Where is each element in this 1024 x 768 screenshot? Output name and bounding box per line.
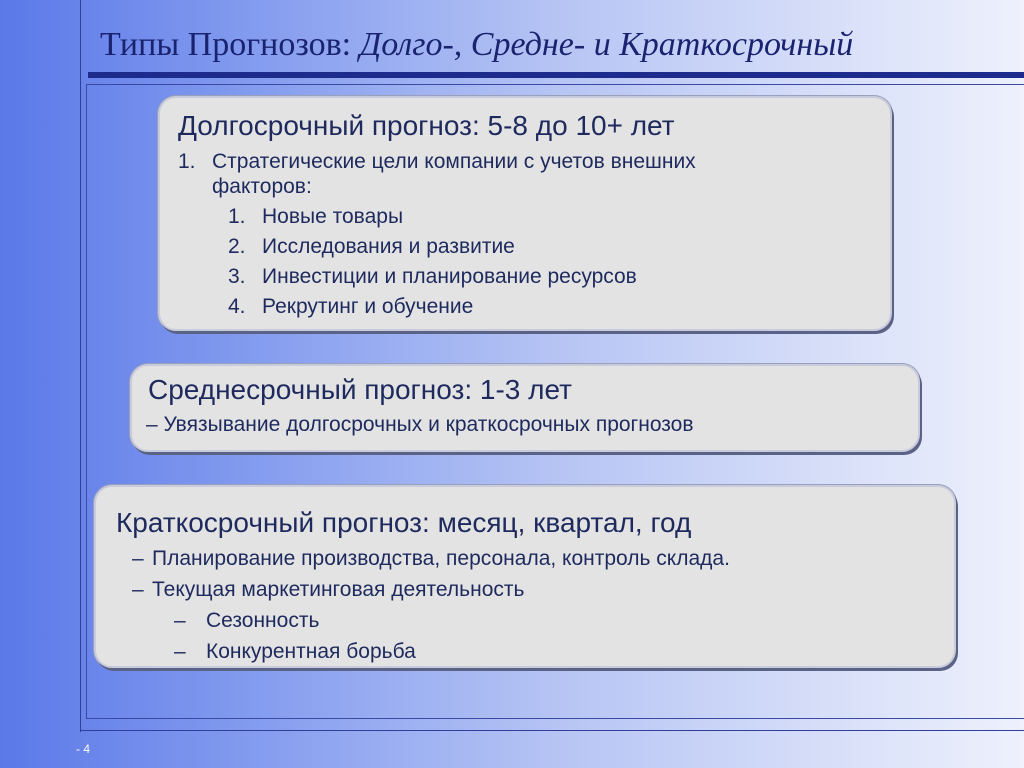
list-marker: 1. (178, 150, 196, 173)
list-marker: – (132, 547, 144, 570)
list-marker: 4. (228, 295, 246, 318)
long-term-item-1 (178, 150, 696, 174)
list-item (228, 265, 637, 289)
mid-term-box (130, 364, 920, 452)
list-item (132, 547, 730, 571)
list-marker: 3. (228, 265, 246, 288)
list-marker: 1. (228, 205, 246, 228)
list-marker: – (174, 640, 186, 663)
short-term-box (94, 485, 956, 668)
title-italic: Долго-, Средне- и Краткосрочный (359, 26, 854, 63)
title-underline (88, 72, 1024, 78)
item-text: Инвестиции и планирование ресурсов (262, 265, 637, 288)
list-item (228, 235, 515, 259)
list-item (228, 295, 473, 319)
list-item (132, 578, 524, 602)
list-item (228, 205, 403, 229)
long-term-heading: Долгосрочный прогноз: 5-8 до 10+ лет (178, 110, 675, 141)
item-text: Сезонность (206, 609, 320, 632)
page-number: - 4 (76, 742, 91, 756)
list-marker: – (174, 609, 186, 632)
long-term-box (158, 96, 892, 331)
mid-term-line: – Увязывание долгосрочных и краткосрочных прогнозов (146, 413, 694, 436)
list-item (174, 640, 416, 664)
short-term-heading: Краткосрочный прогноз: месяц, квартал, год (116, 507, 692, 538)
item-text: Текущая маркетинговая деятельность (152, 578, 525, 601)
item-text: Рекрутинг и обучение (262, 295, 474, 318)
bottom-rule (80, 730, 1024, 731)
item-text: Исследования и развитие (262, 235, 515, 258)
left-vertical-rule (80, 0, 81, 732)
title-plain: Типы Прогнозов: (100, 26, 360, 63)
item-text: Стратегические цели компании с учетов внешних (212, 150, 696, 173)
slide-title (100, 26, 853, 64)
mid-term-heading: Среднесрочный прогноз: 1-3 лет (148, 374, 572, 405)
long-term-item-1-cont: факторов: (212, 175, 312, 198)
list-marker: – (132, 578, 144, 601)
item-text: Новые товары (262, 205, 404, 228)
item-text: Конкурентная борьба (206, 640, 416, 663)
list-item (174, 609, 319, 633)
list-marker: 2. (228, 235, 246, 258)
item-text: Планирование производства, персонала, контроль склада. (152, 547, 730, 570)
